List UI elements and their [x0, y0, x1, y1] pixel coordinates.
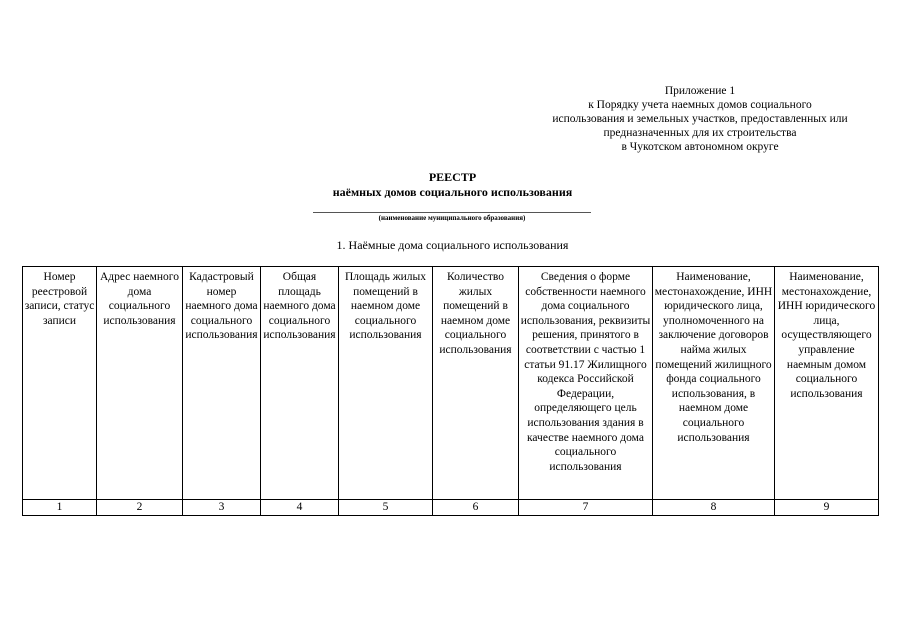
appendix-line: Приложение 1 [664, 85, 736, 97]
table-header-cell: Наименование, местонахождение, ИНН юридического лица, осуществляющего управление наемным домом социального использования [775, 267, 879, 500]
table-header-cell: Наименование, местонахождение, ИНН юридического лица, уполномоченного на заключение договоров найма жилых помещений жилищного фонда социального использования, в наемном доме социального использования [653, 267, 775, 500]
appendix-line: в Чукотском автономном округе [621, 141, 779, 153]
table-header-cell: Номер реестровой записи, статус записи [23, 267, 97, 500]
table-header-cell: Площадь жилых помещений в наемном доме социального использования [339, 267, 433, 500]
table-header-cell: Кадастровый номер наемного дома социального использования [183, 267, 261, 500]
table-header-cell: Общая площадь наемного дома социального использования [261, 267, 339, 500]
column-number-cell: 3 [183, 500, 261, 516]
column-number-cell: 4 [261, 500, 339, 516]
column-number-cell: 8 [653, 500, 775, 516]
column-number-cell: 7 [519, 500, 653, 516]
section-title: 1. Наёмные дома социального использования [336, 238, 569, 252]
column-number-cell: 5 [339, 500, 433, 516]
table-header-row [23, 267, 879, 500]
appendix-line: предназначенных для их строительства [603, 127, 797, 139]
appendix-line: к Порядку учета наемных домов социального [588, 99, 812, 111]
column-number-cell: 1 [23, 500, 97, 516]
document-subtitle: наёмных домов социального использования [332, 185, 573, 199]
appendix-line: использования и земельных участков, предоставленных или [552, 113, 848, 125]
table-header-cell: Адрес наемного дома социального использования [97, 267, 183, 500]
column-number-cell: 9 [775, 500, 879, 516]
column-number-cell: 2 [97, 500, 183, 516]
column-number-cell: 6 [433, 500, 519, 516]
municipality-caption: (наименование муниципального образования) [378, 214, 526, 222]
table-column-number-row [23, 500, 879, 516]
table-header-cell: Сведения о форме собственности наемного дома социального использования, реквизиты решения, принятого в соответствии с частью 1 статьи 91.17 Жилищного кодекса Российской Федерации, определяющего цель использования здания в качестве наемного дома социального использования [519, 267, 653, 500]
registry-table [22, 266, 879, 516]
appendix-block [520, 84, 880, 154]
document-title: РЕЕСТР [428, 170, 477, 184]
municipality-underline [313, 212, 591, 213]
table-header-cell: Количество жилых помещений в наемном доме социального использования [433, 267, 519, 500]
